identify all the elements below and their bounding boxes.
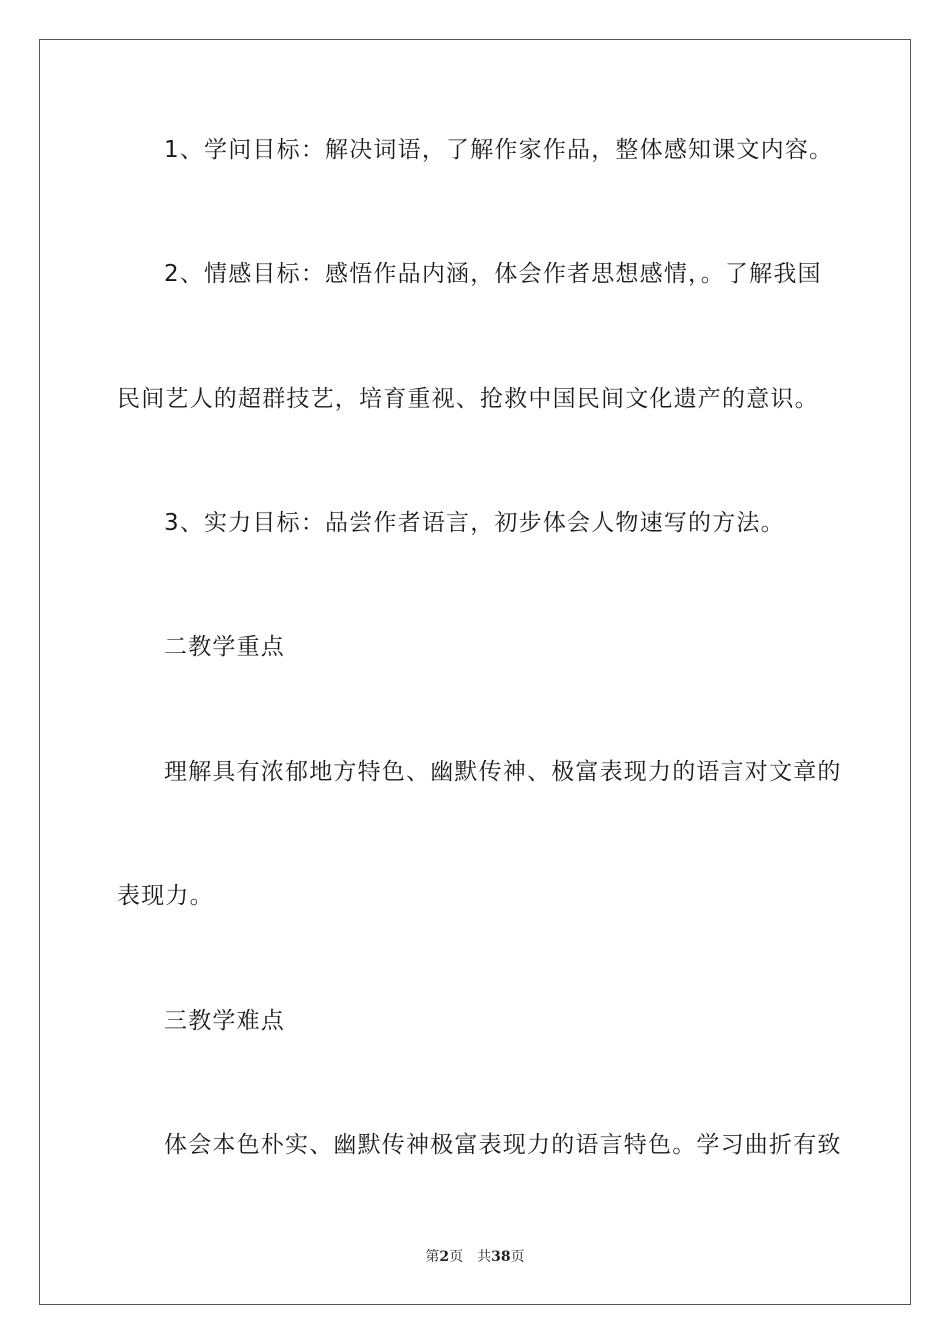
page-prefix: 第: [425, 1249, 440, 1265]
paragraph-line: 体会本色朴实、幽默传神极富表现力的语言特色。学习曲折有致: [164, 1132, 842, 1158]
paragraph-line: 3、实力目标：品尝作者语言，初步体会人物速写的方法。: [164, 510, 785, 536]
page-footer: [0, 1248, 950, 1266]
total-pages: 38: [491, 1249, 511, 1265]
page-number: 2: [439, 1249, 450, 1265]
paragraph-line: 表现力。: [117, 883, 214, 909]
total-suffix: 页: [510, 1249, 525, 1265]
page-suffix: 页: [449, 1249, 464, 1265]
section-heading: 二教学重点: [164, 634, 285, 660]
total-prefix: 共: [477, 1249, 492, 1265]
paragraph-line: 理解具有浓郁地方特色、幽默传神、极富表现力的语言对文章的: [164, 759, 842, 785]
paragraph-line: 民间艺人的超群技艺，培育重视、抢救中国民间文化遗产的意识。: [117, 386, 819, 412]
page-border: [39, 39, 911, 1305]
section-heading: 三教学难点: [164, 1008, 285, 1034]
paragraph-line: 1、学问目标：解决词语，了解作家作品，整体感知课文内容。: [164, 137, 834, 163]
paragraph-line: 2、情感目标：感悟作品内涵，体会作者思想感情，。了解我国: [164, 261, 822, 287]
